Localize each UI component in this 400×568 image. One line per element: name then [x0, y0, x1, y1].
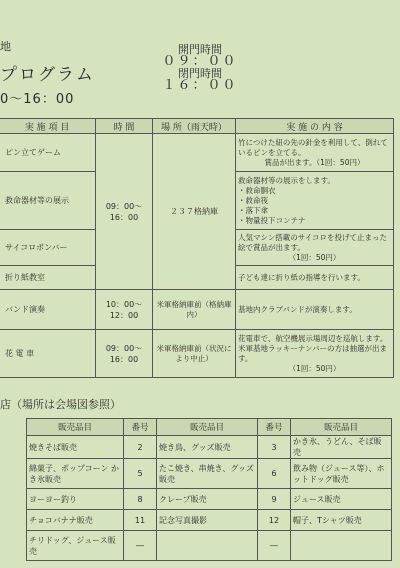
group-place-cell: ２３７格納庫 — [153, 134, 236, 290]
detail-line: 竹につけた紐の先の針金を利用して、倒れているピンを立てる。 — [238, 137, 388, 157]
time-cell: 09：00～16：00 — [96, 330, 153, 378]
gate-times — [150, 44, 250, 92]
cell: ― — [124, 531, 157, 561]
col-time: 時 間 — [96, 119, 153, 134]
detail-line: 人気マシン搭載のサイコロを投げて止まった絵で賞品が出ます。 — [238, 232, 387, 252]
cell: 9 — [258, 489, 291, 510]
detail-line: 子ども達に折り紙の指導を行います。 — [238, 272, 365, 282]
cell — [291, 531, 392, 561]
time-cell: 10：00～12：00 — [96, 290, 153, 330]
cell: 2 — [124, 436, 157, 459]
table-row — [0, 290, 394, 330]
item-cell: ピン立てゲーム — [0, 134, 96, 172]
cell: 綿菓子、ポップコーン かき氷販売 — [27, 459, 124, 489]
cell: 8 — [124, 489, 157, 510]
header-top-fragment: 地 — [0, 40, 11, 53]
detail-line: 救命器材等の展示をします。 — [238, 175, 335, 185]
cell: 記念写真撮影 — [157, 510, 258, 531]
group-time-cell: 09：00～16：00 — [96, 134, 153, 290]
place-cell: 米軍格納庫前（格納庫内） — [153, 290, 236, 330]
cell: 11 — [124, 510, 157, 531]
shop-table-header — [27, 419, 392, 436]
detail-line: ・救命筏 — [238, 195, 268, 205]
detail-line: ・救命胴衣 — [238, 185, 276, 195]
cell: 6 — [258, 459, 291, 489]
cell: ― — [258, 531, 291, 561]
detail-line: （1回：50円） — [288, 252, 341, 262]
detail-line: 賞品が出ます。（1回：50円） — [264, 157, 365, 167]
program-table — [0, 118, 394, 378]
col-details: 実 施 の 内 容 — [236, 119, 394, 134]
close-label: 閉門時間 — [178, 67, 222, 80]
program-table-header — [0, 119, 394, 134]
place-cell: 米軍格納庫前（状況により中止） — [153, 330, 236, 378]
item-cell: 折り紙教室 — [0, 266, 96, 290]
cell: 帽子、Tシャツ販売 — [291, 510, 392, 531]
cell: ジュース販売 — [291, 489, 392, 510]
item-cell: 花 電 車 — [0, 330, 96, 378]
cell: 5 — [124, 459, 157, 489]
cell: チョコバナナ販売 — [27, 510, 124, 531]
cell: かき氷、うどん、そば販売 — [291, 436, 392, 459]
cell: 焼きそば販売 — [27, 436, 124, 459]
open-time: ０９：００ — [162, 54, 238, 69]
table-row — [27, 510, 392, 531]
detail-line: ・落下傘 — [238, 205, 268, 215]
cell: ヨーヨー釣り — [27, 489, 124, 510]
detail-line: 花電車で、航空機展示場周辺を巡航します。米軍基地ラッキーナンバーの方は抽選が出ます。 — [238, 333, 388, 363]
table-row — [27, 459, 392, 489]
col-goods: 販売品目 — [157, 419, 258, 436]
section2-title: 店（場所は会場図参照） — [0, 398, 121, 411]
table-row — [27, 489, 392, 510]
cell — [157, 531, 258, 561]
cell: 飲み物（ジュース等）、ホットドッグ販売 — [291, 459, 392, 489]
details-cell — [236, 266, 394, 290]
shop-table — [26, 418, 392, 561]
col-number: 番号 — [258, 419, 291, 436]
program-title: プログラム — [0, 65, 95, 85]
col-goods: 販売品目 — [27, 419, 124, 436]
close-time: １６：００ — [162, 78, 238, 93]
detail-line: （1回：50円） — [288, 363, 341, 373]
table-row — [0, 134, 394, 172]
item-cell: 救命器材等の展示 — [0, 172, 96, 230]
cell: クレープ販売 — [157, 489, 258, 510]
cell: 焼き鳥、グッズ販売 — [157, 436, 258, 459]
col-place: 場 所（雨天時） — [153, 119, 236, 134]
table-row — [0, 330, 394, 378]
details-cell — [236, 172, 394, 230]
open-label: 開門時間 — [178, 43, 222, 56]
detail-line: ・物量投下コンテナ — [238, 215, 306, 225]
cell: 3 — [258, 436, 291, 459]
details-cell — [236, 230, 394, 266]
details-cell — [236, 290, 394, 330]
cell: チリドッグ、ジュース販売 — [27, 531, 124, 561]
details-cell — [236, 330, 394, 378]
table-row — [27, 531, 392, 561]
detail-line: 基地内クラブバンドが演奏します。 — [238, 304, 357, 314]
event-time: 0～16：00 — [0, 92, 75, 107]
item-cell: サイコロボンバー — [0, 230, 96, 266]
details-cell — [236, 134, 394, 172]
cell: 12 — [258, 510, 291, 531]
col-goods: 販売品目 — [291, 419, 392, 436]
item-cell: バンド演奏 — [0, 290, 96, 330]
col-item: 実 施 項 目 — [0, 119, 96, 134]
table-row — [27, 436, 392, 459]
cell: たこ焼き、串焼き、グッズ販売 — [157, 459, 258, 489]
col-number: 番号 — [124, 419, 157, 436]
